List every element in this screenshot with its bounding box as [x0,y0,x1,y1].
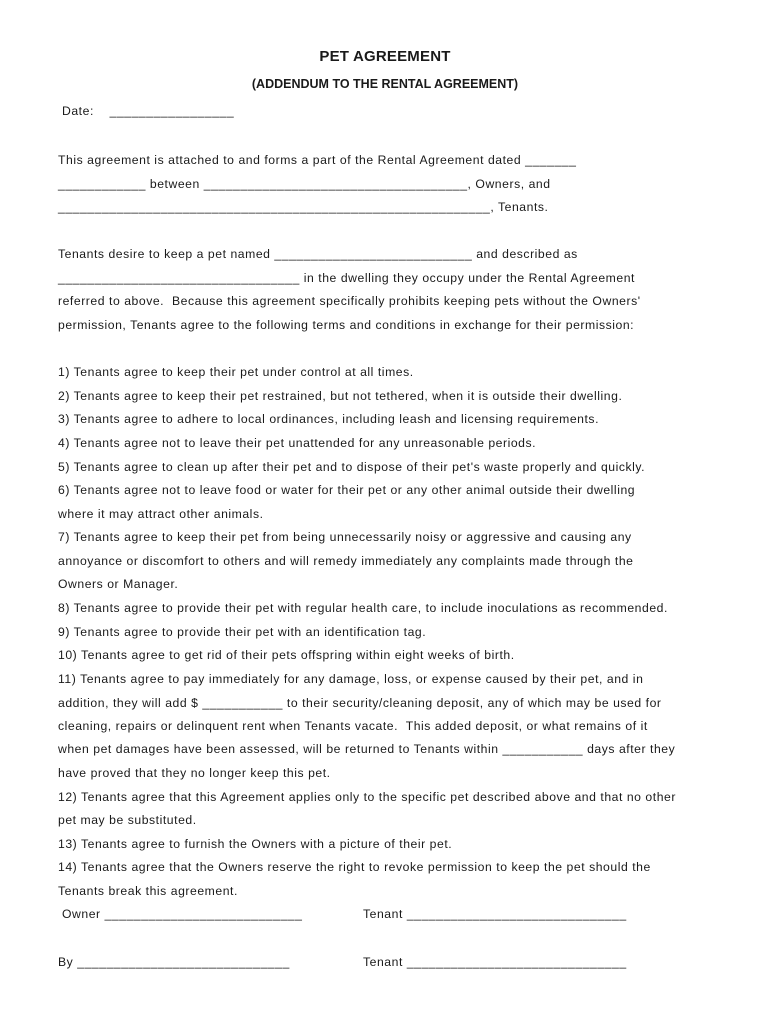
term-line: 13) Tenants agree to furnish the Owners with a picture of their pet. [58,837,453,851]
term-line: when pet damages have been assessed, will be returned to Tenants within ___________ days after they [58,742,676,756]
term-line: 10) Tenants agree to get rid of their pets offspring within eight weeks of birth. [58,648,515,662]
term-line: annoyance or discomfort to others and will remedy immediately any complaints made through the [58,554,634,568]
term-line: 9) Tenants agree to provide their pet with an identification tag. [58,625,427,639]
term-line: 11) Tenants agree to pay immediately for any damage, loss, or expense caused by their pet, and in [58,672,644,686]
term-line: 1) Tenants agree to keep their pet under control at all times. [58,365,414,379]
para-line: referred to above. Because this agreement specifically prohibits keeping pets without the Owners' [58,294,641,308]
document-title: PET AGREEMENT [319,48,451,65]
term-line: 3) Tenants agree to adhere to local ordinances, including leash and licensing requirements. [58,412,600,426]
owner-signature-line: Owner ___________________________ [62,907,303,921]
term-line: 5) Tenants agree to clean up after their pet and to dispose of their pet's waste properly and quickly. [58,460,646,474]
intro-line: ___________________________________________________________, Tenants. [58,200,549,214]
tenant-signature-line-2: Tenant ______________________________ [363,955,627,969]
term-line: 12) Tenants agree that this Agreement applies only to the specific pet described above and that no other [58,790,676,804]
para-line: permission, Tenants agree to the following terms and conditions in exchange for their permission: [58,318,635,332]
intro-line: This agreement is attached to and forms a part of the Rental Agreement dated _______ [58,153,577,167]
date-line: Date: _________________ [62,104,235,118]
term-line: have proved that they no longer keep this pet. [58,766,331,780]
term-line: 2) Tenants agree to keep their pet restrained, but not tethered, when it is outside their dwelling. [58,389,623,403]
term-line: 14) Tenants agree that the Owners reserve the right to revoke permission to keep the pet should the [58,860,651,874]
document-subtitle: (ADDENDUM TO THE RENTAL AGREEMENT) [251,77,519,91]
para-line: _________________________________ in the dwelling they occupy under the Rental Agreement [58,271,635,285]
para-line: Tenants desire to keep a pet named ___________________________ and described as [58,247,578,261]
term-line: where it may attract other animals. [58,507,264,521]
intro-line: ____________ between ____________________________________, Owners, and [58,177,551,191]
tenant-signature-line: Tenant ______________________________ [363,907,627,921]
term-line: cleaning, repairs or delinquent rent when Tenants vacate. This added deposit, or what remains of it [58,719,648,733]
term-line: 8) Tenants agree to provide their pet with regular health care, to include inoculations as recommended. [58,601,668,615]
term-line: 4) Tenants agree not to leave their pet unattended for any unreasonable periods. [58,436,537,450]
term-line: addition, they will add $ ___________ to their security/cleaning deposit, any of which may be used for [58,696,662,710]
term-line: Owners or Manager. [58,577,179,591]
term-line: 7) Tenants agree to keep their pet from being unnecessarily noisy or aggressive and causing any [58,530,632,544]
by-signature-line: By _____________________________ [58,955,290,969]
term-line: Tenants break this agreement. [58,884,238,898]
term-line: pet may be substituted. [58,813,197,827]
term-line: 6) Tenants agree not to leave food or water for their pet or any other animal outside their dwelling [58,483,636,497]
